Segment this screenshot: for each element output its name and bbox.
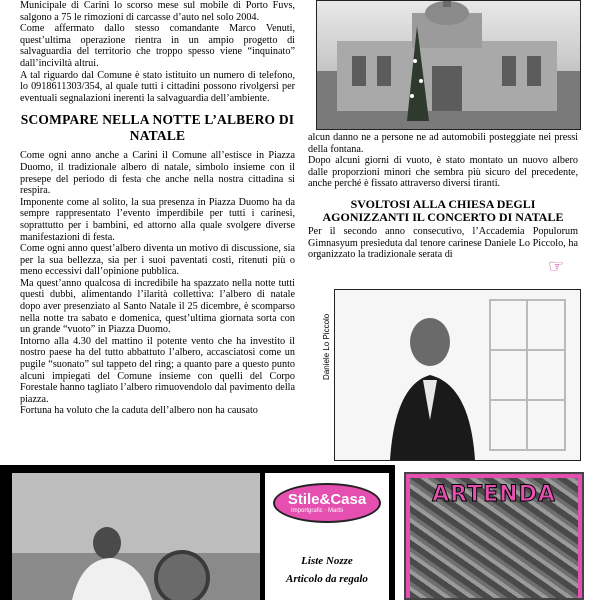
article2-paragraph: Imponente come al solito, la sua presenza in Piazza Duomo ha da sempre rappresentato l’evento imperdibile per tutti i carinesi, soprattutto per i bambini, ed attorno alla quale svolgere diverse manifestazioni di festa. (20, 196, 295, 243)
article2-paragraph: Intorno alla 4.30 del mattino il potente vento che ha investito il nostro paese ha del tutto abbattuto l’albero, accasciatosi come un pugile “suonato” sul tappeto del ring; a quanto pare a questo punto alcuni impiegati del Comune insieme con quelli del Corpo Forestale hanno tagliato l’albero rimuovendolo dal pavimento della piazza. (20, 335, 295, 405)
article2-paragraph: Fortuna ha voluto che la caduta dell’albero non ha causato (20, 405, 258, 417)
photo-credit: Daniele Lo Piccolo (322, 313, 331, 380)
advertisement-stile-casa (0, 465, 395, 600)
bride-photo (12, 473, 260, 600)
article2-paragraph: Ma quest’anno qualcosa di incredibile ha spazzato nella notte tutti questi dubbi, alimentando l’ilarità collettiva: l’albero di natale dopo aver presenziato al Santo Natale il 25 dicembre, è scomparso nella notte tra sabato e domenica, quest’ultima giornata sorta con un grande “vuoto” in Piazza Duomo. (20, 277, 295, 336)
artenda-logo: ARTENDA (432, 482, 556, 507)
right-column (308, 132, 578, 292)
article1-paragraph: Municipale di Carini lo scorso mese sul mobile di Porto Fuvs, salgono a 75 le rimozioni di carcasse d’auto nel solo 2004. (20, 0, 295, 23)
article2-title: SCOMPARE NELLA NOTTE L’ALBERO DI NATALE (20, 112, 295, 144)
article1-paragraph: A tal riguardo dal Comune è stato istituito un numero di telefono, lo 0918611303/354, al quale tutti i cittadini possono rivolgersi per eventuali segnalazioni inerenti la salvaguardia dell’ambiente. (20, 69, 295, 104)
ad-line: Liste Nozze (301, 555, 353, 567)
article3-title: SVOLTOSI ALLA CHIESA DEGLI AGONIZZANTI IL CONCERTO DI NATALE (322, 196, 564, 224)
left-column (20, 0, 295, 442)
ad-line: Articolo da regalo (286, 573, 368, 585)
advertisement-artenda (404, 472, 584, 600)
church-illustration (317, 1, 580, 129)
bride-illustration (12, 473, 260, 600)
article2-paragraph: alcun danno ne a persone ne ad automobili posteggiate nei pressi della fontana. (308, 132, 578, 155)
ad-text-panel (265, 473, 389, 600)
article2-paragraph: Come ogni anno anche a Carini il Comune all’estisce in Piazza Duomo, il tradizionale albero di natale, simbolo insieme con il presepe del periodo di festa che anche nella nostra cittadina si respira. (20, 150, 295, 197)
tenor-illustration (335, 290, 580, 460)
church-photo (316, 0, 581, 130)
article1-paragraph: Come affermato dallo stesso comandante Marco Venuti, quest’ultima operazione rientra in un ampio progetto di salvaguardia del territorio che troppo spesso viene “inquinato” dall’inciviltà altrui. (20, 23, 295, 69)
article3-paragraph: Per il secondo anno consecutivo, l’Accademia Populorum Gimnasyum presieduta dal tenore carinese Daniele Lo Piccolo, ha organizzato la tradizionale serata di (308, 225, 578, 261)
article2-paragraph: Come ogni anno quest’albero diventa un motivo di discussione, sia per la sua bellezza, sia per i suoi paventati costi, ritenuti più o meno eccessivi dall’opinione pubblica. (20, 243, 295, 278)
tenor-photo (334, 289, 581, 461)
article2-paragraph: Dopo alcuni giorni di vuoto, è stato montato un nuovo albero dalle proporzioni minori che sembra più sicuro del precedente, anche perché è fissato attraverso diversi tiranti. (308, 155, 578, 190)
stile-casa-logo: Stile&Casa (273, 483, 381, 523)
logo-subtitle: Importgrafic · Marbi (291, 508, 344, 514)
pointing-hand-icon: ☞ (548, 256, 565, 277)
